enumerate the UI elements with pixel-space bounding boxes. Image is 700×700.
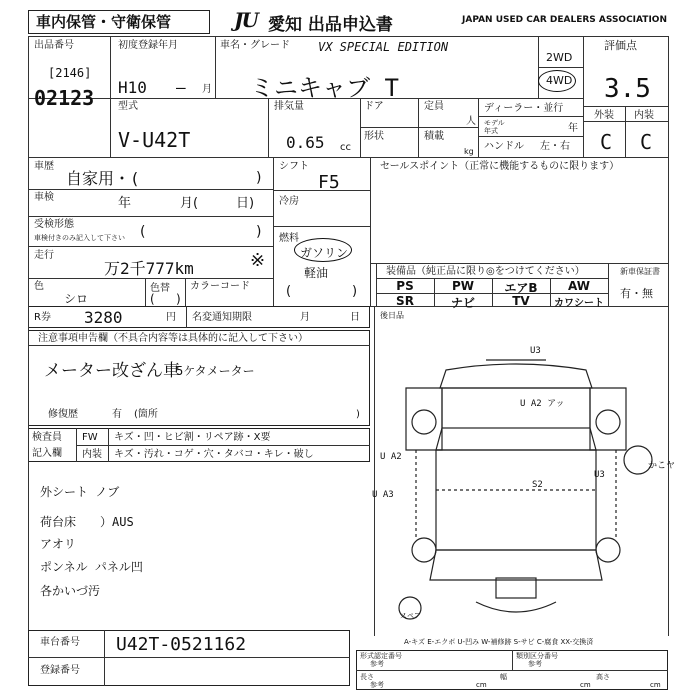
type-value: V-U42T [118, 128, 191, 152]
interior-grade: C [640, 130, 653, 154]
rule [478, 98, 479, 157]
shift-label: シフト [279, 161, 309, 172]
note-line4: ポンネル パネル凹 [40, 560, 143, 574]
certificate-ref2: 参考 [528, 660, 542, 668]
certificate-label2: 類別区分番号 [516, 652, 558, 660]
rule [28, 345, 370, 346]
capacity-label: 定員 [424, 101, 444, 112]
rule [145, 278, 146, 306]
diagram-mark-6: U3 [594, 470, 605, 480]
inspector-row1-items: キズ・凹・ヒビ割・リペア跡・X要 [114, 432, 271, 443]
model-name: ミニキャブ T [250, 74, 399, 102]
rule [104, 630, 105, 686]
left-fender-shape [406, 388, 442, 450]
mileage-label: 走行 [34, 250, 54, 261]
diagram-mark-1: U3 [530, 346, 541, 356]
rule [374, 306, 375, 636]
note-line5: 各かいづ汚 [40, 584, 101, 598]
displacement-unit: cc [340, 142, 351, 153]
chassis-value: U42T-0521162 [116, 634, 247, 655]
diagram-mark-2: U A2 アッ [520, 399, 565, 409]
rule [28, 157, 29, 306]
rule [76, 445, 370, 446]
repair-label: 修復歴 [48, 409, 78, 420]
rear-shape [430, 550, 602, 580]
storage-notice: 車内保管・守衛保管 [36, 13, 172, 31]
rule [625, 106, 626, 157]
rule [268, 98, 269, 157]
shaken-day: 日) [236, 196, 255, 211]
acceptance-note: 車検付きのみ記入して下さい [34, 234, 125, 242]
width-unit: cm [580, 681, 591, 689]
acceptance-open: ( [140, 224, 146, 240]
recycle-unit: 円 [166, 312, 176, 323]
note-line3: アオリ [40, 537, 76, 551]
fuel-close: ) [352, 284, 358, 299]
history-value: 自家用・( [66, 169, 140, 188]
rule [538, 67, 583, 68]
evaluation-score: 3.5 [604, 74, 651, 104]
shift-value: F5 [318, 172, 340, 193]
drive-4wd: 4WD [546, 74, 573, 87]
rule [512, 650, 513, 670]
type-label: 型式 [118, 101, 138, 112]
height-label: 高さ [596, 673, 610, 681]
right-fender-shape [590, 388, 626, 450]
notice-label: 名変通知期限 [192, 312, 252, 323]
rule [76, 428, 77, 462]
sales-point-label: セールスポイント（正常に機能するものに限ります） [380, 161, 620, 172]
displacement-value: 0.65 [286, 133, 325, 152]
tailgate-shape [496, 578, 536, 598]
new-car-warranty-options: 有・無 [620, 287, 653, 300]
rule [110, 36, 111, 157]
lot-number: 02123 [34, 86, 95, 110]
fuel-diesel: 軽油 [304, 266, 329, 280]
front-bumper-shape [440, 364, 592, 388]
bed-shape [436, 450, 596, 550]
new-car-warranty-label: 新車保証書 [620, 267, 660, 276]
rule [273, 226, 370, 227]
equipment-airbag: エアB [504, 281, 538, 295]
rule [215, 36, 216, 98]
rule [583, 121, 668, 122]
spare-label: スペア [400, 612, 421, 620]
rule [273, 157, 274, 306]
equipment-tv: TV [512, 294, 530, 308]
rule [370, 263, 668, 264]
fuel-gasoline-circle [294, 238, 352, 262]
rule [28, 246, 273, 247]
rule [668, 306, 669, 636]
rule [583, 36, 584, 157]
certificate-ref1: 参考 [370, 660, 384, 668]
inspector-label2: 記入欄 [32, 448, 62, 459]
history-label: 車歴 [34, 161, 54, 172]
reg-number-label: 登録番号 [40, 665, 80, 676]
door-label: ドア [364, 101, 384, 112]
load-unit: kg [464, 147, 474, 156]
remarks-line1: メーター改ざん車 [44, 361, 180, 381]
equipment-leather-seat: カワシート [554, 298, 604, 309]
mileage-value: 万2千777km [104, 259, 194, 278]
rule [28, 189, 273, 190]
rule [28, 216, 273, 217]
dealer-label: ディーラー・並行 [484, 103, 564, 114]
shaken-month: 月( [180, 196, 199, 211]
car-damage-diagram [376, 340, 666, 630]
rear-left-wheel [412, 538, 436, 562]
equipment-ps: PS [396, 279, 414, 293]
rule [28, 36, 668, 37]
rule [478, 116, 583, 117]
year-unit: 年 [568, 123, 578, 134]
ju-logo: JU [234, 8, 257, 32]
repair-value: 有 [112, 409, 122, 420]
registration-label: 初度登録年月 [118, 40, 178, 51]
remarks-line1-sub: 5ケタメーター [176, 364, 255, 378]
rear-bumper-shape [476, 602, 556, 612]
interior-label: 内装 [634, 110, 654, 121]
color-change-label: 色替 [150, 283, 170, 294]
model-label: 車名・グレード [220, 40, 290, 51]
recycle-value: 3280 [84, 308, 123, 327]
color-code-label: カラーコード [190, 281, 250, 292]
org-title: 愛知 出品申込書 [268, 15, 393, 35]
diagram-mark-4: U A3 [372, 490, 394, 500]
rule [28, 657, 350, 658]
load-label: 積載 [424, 131, 444, 142]
note-line2: 荷台床 ）AUS [40, 515, 134, 529]
equipment-navi: ナビ [450, 296, 475, 310]
rule [360, 127, 478, 128]
model-grade: VX SPECIAL EDITION [318, 40, 449, 54]
rear-right-wheel [596, 538, 620, 562]
repair-close: ) [356, 409, 360, 420]
rule [186, 306, 187, 328]
handle-options: 左・右 [540, 141, 570, 152]
fuel-gasoline: ガソリン [300, 246, 349, 260]
diagram-mark-3: U A2 [380, 452, 402, 462]
displacement-label: 排気量 [274, 101, 304, 112]
length-unit: cm [476, 681, 487, 689]
exterior-label: 外装 [594, 110, 614, 121]
acceptance-label: 受検形態 [34, 219, 74, 230]
cooler-label: 冷房 [279, 196, 299, 207]
fuel-label: 燃料 [279, 233, 299, 244]
registration-year: H10 [118, 78, 147, 97]
inspector-row2-items: キズ・汚れ・コゲ・穴・タバコ・キレ・破し [114, 449, 314, 460]
equipment-pw: PW [451, 279, 475, 293]
color-open: ( [150, 292, 155, 306]
repair-part: (箇所 [134, 409, 158, 420]
handle-label: ハンドル [484, 141, 524, 152]
registration-month: – [176, 78, 186, 97]
cab-shape [442, 388, 590, 428]
rule [668, 157, 669, 306]
equipment-sr: SR [396, 294, 414, 308]
model-year-label: モデル [484, 119, 505, 127]
rule [478, 136, 583, 137]
diagram-mark-5: S2 [532, 480, 543, 490]
model-year-label2: 年式 [484, 127, 498, 135]
inspector-row2-tag: 内装 [82, 449, 102, 460]
equipment-label: 装備品（純正品に限り◎をつけてください） [386, 266, 585, 277]
shape-label: 形状 [364, 131, 384, 142]
mileage-mark: ※ [250, 250, 266, 271]
rule [28, 36, 29, 157]
drive-2wd: 2WD [546, 51, 573, 64]
front-left-wheel [412, 410, 436, 434]
rule [668, 36, 669, 157]
remarks-label: 注意事項申告欄（不具合内容等は具体的に記入して下さい） [38, 333, 308, 344]
exterior-grade: C [600, 130, 613, 154]
rule [28, 306, 29, 636]
recycle-label: R券 [34, 312, 51, 323]
rule [185, 278, 186, 306]
height-unit: cm [650, 681, 661, 689]
damage-legend: A-キズ E-エクボ U-凹み W-補修跡 S-サビ C-腐食 XX-交換済 [404, 638, 594, 646]
drive-4wd-circle [538, 70, 576, 92]
front-right-wheel [596, 410, 620, 434]
notice-day: 日 [350, 312, 360, 323]
certificate-ref3: 参考 [370, 681, 384, 689]
org-title-en: JAPAN USED CAR DEALERS ASSOCIATION [462, 15, 667, 25]
later-date-label: 後日品 [380, 311, 404, 320]
rule [370, 157, 371, 306]
lot-label: 出品番号 [34, 40, 74, 51]
shaken-label: 車検 [34, 192, 54, 203]
rule [28, 157, 668, 158]
fuel-open: ( [286, 284, 292, 299]
acceptance-close: ) [256, 224, 262, 240]
registration-month-unit: 月 [202, 84, 212, 95]
diagram-mark-7: かこヤ [648, 461, 676, 471]
color-label: 色 [34, 281, 44, 292]
notice-month: 月 [300, 312, 310, 323]
lot-sub-number: [2146] [48, 66, 92, 80]
certificate-label1: 形式認定番号 [360, 652, 402, 660]
hood-shape [436, 428, 596, 450]
rule [356, 670, 668, 671]
color-value: シロ [64, 292, 89, 306]
color-close: ) [176, 292, 181, 306]
length-label: 長さ [360, 673, 374, 681]
inspector-row1-tag: FW [82, 432, 98, 443]
rule [108, 428, 109, 462]
capacity-unit: 人 [466, 116, 476, 127]
rule [608, 263, 609, 306]
chassis-label: 車台番号 [40, 637, 80, 648]
shaken-year: 年 [118, 196, 132, 211]
evaluation-label: 評価点 [604, 39, 637, 52]
note-line1: 外シート ノブ [40, 485, 120, 499]
width-label: 幅 [500, 673, 507, 681]
history-close: ) [256, 170, 262, 186]
equipment-aw: AW [568, 279, 590, 293]
inspector-label1: 検査員 [32, 432, 62, 443]
